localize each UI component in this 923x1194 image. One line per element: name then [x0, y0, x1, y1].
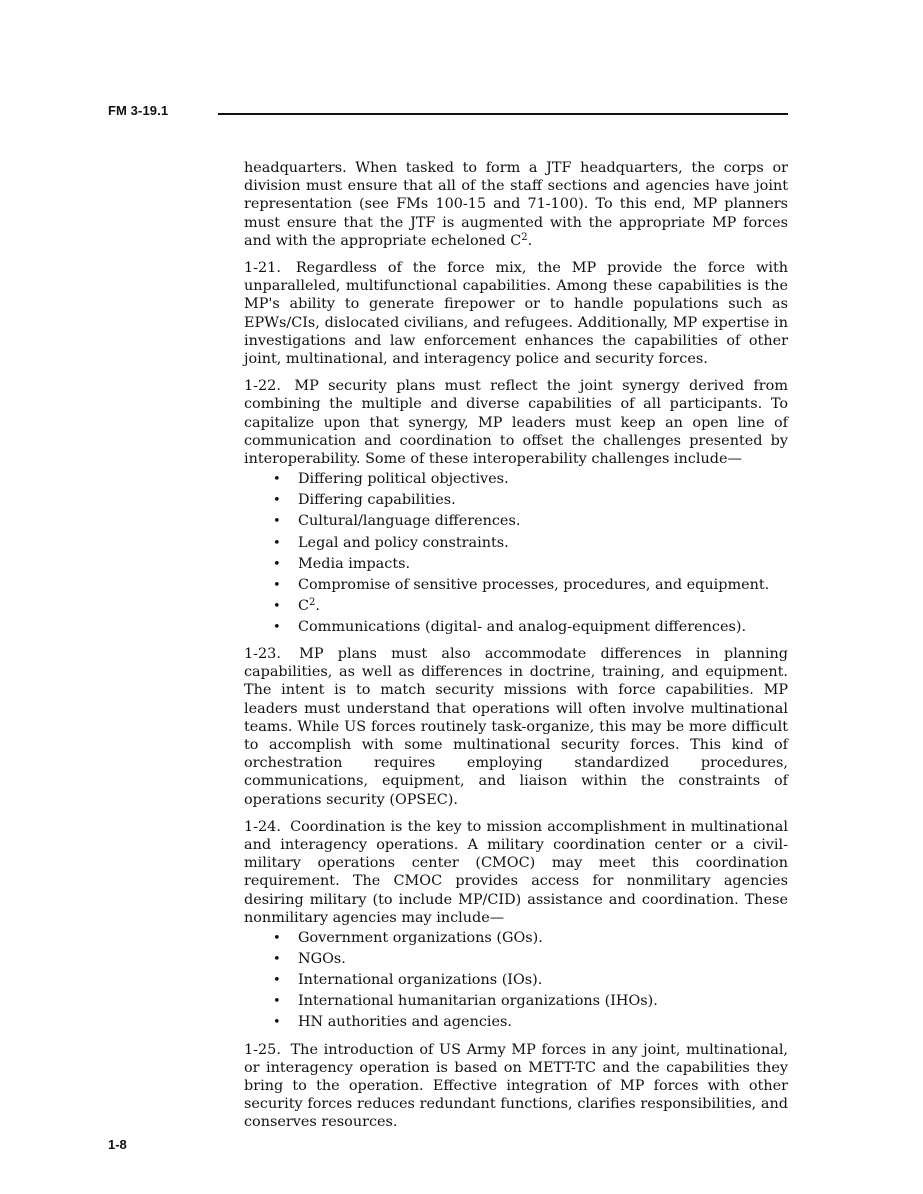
list-item-text: NGOs. [298, 951, 346, 968]
intro-superscript: 2 [521, 231, 528, 243]
bullet-icon: • [273, 598, 281, 614]
list-item [244, 970, 788, 991]
list-item [244, 575, 788, 596]
list-item [244, 490, 788, 511]
list-item-text: Cultural/language differences. [298, 513, 521, 530]
list-item [244, 1012, 788, 1033]
page-content [244, 159, 788, 1141]
header-rule [218, 113, 788, 115]
list-item-text: Differing political objectives. [298, 471, 509, 488]
paragraph-number: 1-21. [244, 260, 281, 277]
c2-suffix: . [315, 597, 320, 614]
list-item-text: HN authorities and agencies. [298, 1014, 512, 1031]
interoperability-challenges-list [244, 469, 788, 638]
c2-superscript: 2 [309, 596, 316, 608]
paragraph-number: 1-22. [244, 378, 281, 395]
bullet-icon: • [273, 556, 281, 572]
bullet-icon: • [273, 514, 281, 530]
list-item [244, 533, 788, 554]
list-item-text: C [298, 597, 310, 614]
bullet-icon: • [273, 994, 281, 1010]
list-item [244, 596, 788, 617]
bullet-icon: • [273, 931, 281, 947]
paragraph-text: The introduction of US Army MP forces in any joint, multinational, or interagency operation is based on METT-TC and the capabilities they bring to the operation. Effective integration of MP forces with other security forces reduces redundant functions, clarifies responsibilities, and conserves resources. [244, 1041, 788, 1131]
page-number: 1-8 [108, 1137, 127, 1152]
list-item-text: Government organizations (GOs). [298, 930, 543, 947]
paragraph-text: Regardless of the force mix, the MP provide the force with unparalleled, multifunctional capabilities. Among these capabilities is the MP's ability to generate firepower or to handle populations such as EPWs/CIs, dislocated civilians, and refugees. Additionally, MP expertise in investigations and law enforcement enhances the capabilities of other joint, multinational, and interagency police and security forces. [244, 260, 789, 368]
list-item-text: Differing capabilities. [298, 492, 456, 509]
paragraph-1-23 [244, 645, 788, 809]
nonmilitary-agencies-list [244, 928, 788, 1033]
intro-suffix: . [527, 232, 533, 249]
list-item [244, 511, 788, 532]
intro-paragraph [244, 159, 788, 250]
list-item-text: International humanitarian organizations (IHOs). [298, 993, 658, 1010]
list-item [244, 949, 788, 970]
list-item [244, 617, 788, 638]
bullet-icon: • [273, 619, 281, 635]
list-item-text: Compromise of sensitive processes, procedures, and equipment. [298, 576, 770, 593]
paragraph-1-25 [244, 1041, 788, 1132]
paragraph-1-24 [244, 818, 788, 927]
list-item [244, 469, 788, 490]
bullet-icon: • [273, 973, 281, 989]
list-item-text: Communications (digital- and analog-equipment differences). [298, 618, 747, 635]
paragraph-text: MP security plans must reflect the joint synergy derived from combining the multiple and diverse capabilities of all participants. To capitalize upon that synergy, MP leaders must keep an open line of communication and coordination to offset the challenges presented by interoperability. Some of these interoperability challenges include— [244, 378, 788, 468]
paragraph-1-21 [244, 259, 788, 368]
paragraph-text: Coordination is the key to mission accomplishment in multinational and interagency operations. A military coordination center or a civil-military operations center (CMOC) may meet this coordination requirement. The CMOC provides access for nonmilitary agencies desiring military (to include MP/CID) assistance and coordination. These nonmilitary agencies may include— [244, 818, 788, 926]
list-item-text: Media impacts. [298, 555, 411, 572]
list-item-text: International organizations (IOs). [298, 972, 543, 989]
list-item [244, 928, 788, 949]
bullet-icon: • [273, 577, 281, 593]
bullet-icon: • [273, 1015, 281, 1031]
list-item [244, 991, 788, 1012]
paragraph-number: 1-25. [244, 1041, 281, 1058]
paragraph-text: MP plans must also accommodate differences in planning capabilities, as well as differences in doctrine, training, and equipment. The intent is to match security missions with force capabilities. MP leaders must understand that operations will often involve multinational teams. While US forces routinely task-organize, this may be more difficult to accomplish with some multinational security forces. This kind of orchestration requires employing standardized procedures, communications, equipment, and liaison within the constraints of operations security (OPSEC). [244, 646, 788, 808]
manual-code: FM 3-19.1 [108, 103, 169, 118]
bullet-icon: • [273, 493, 281, 509]
paragraph-1-22 [244, 377, 788, 468]
bullet-icon: • [273, 535, 281, 551]
list-item [244, 554, 788, 575]
paragraph-number: 1-24. [244, 818, 281, 835]
bullet-icon: • [273, 952, 281, 968]
bullet-icon: • [273, 472, 281, 488]
list-item-text: Legal and policy constraints. [298, 534, 509, 551]
paragraph-number: 1-23. [244, 646, 281, 662]
intro-paragraph-text: headquarters. When tasked to form a JTF headquarters, the corps or division must ensure that all of the staff sections and agencies have joint representation (see FMs 100-15 and 71-100). To this end, MP planners must ensure that the JTF is augmented with the appropriate MP forces and with the appropriate echeloned C [244, 160, 788, 249]
